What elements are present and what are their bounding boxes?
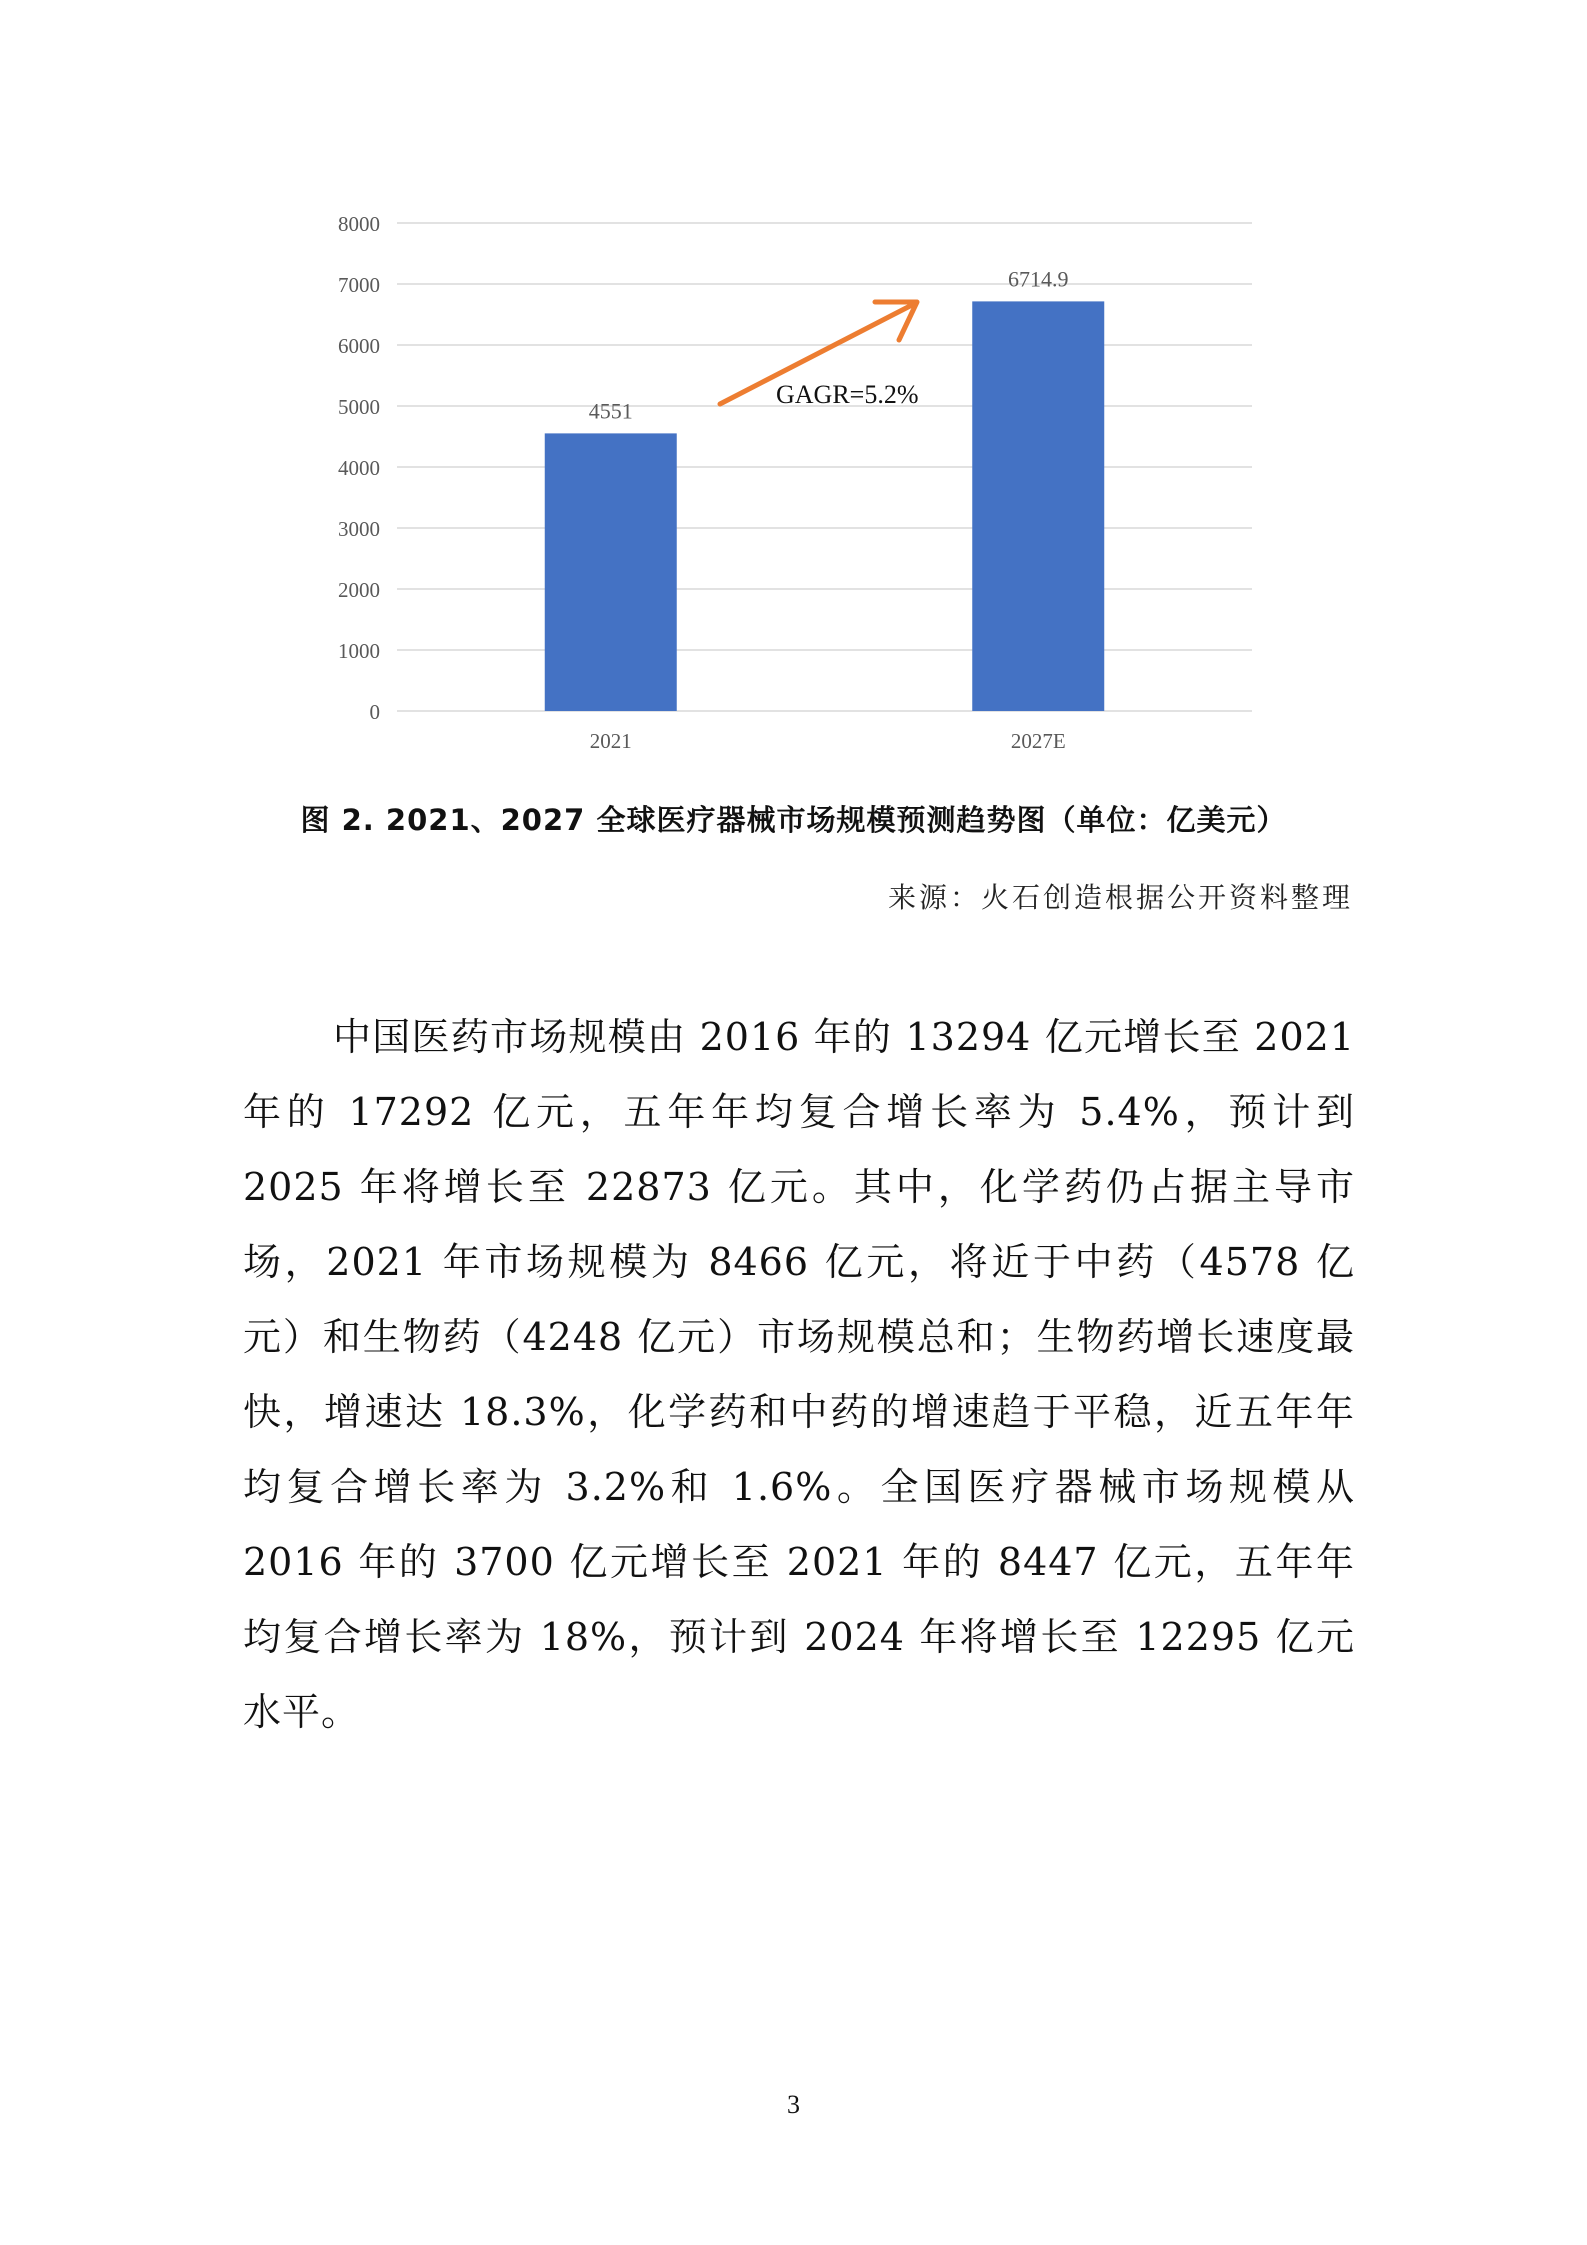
cagr-label: GAGR=5.2%: [776, 380, 919, 409]
y-tick-label: 6000: [338, 334, 380, 358]
y-tick-label: 8000: [338, 212, 380, 236]
y-tick-label: 3000: [338, 517, 380, 541]
market-size-bar-chart: [0, 0, 1587, 780]
y-axis-ticks: [338, 212, 380, 724]
chart-gridlines: [397, 223, 1252, 711]
body-paragraph: 中国医药市场规模由 2016 年的 13294 亿元增长至 2021 年的 17292 亿元，五年年均复合增长率为 5.4%，预计到 2025 年将增长至 22873 亿元。其中，化学药仍占据主导市场，2021 年市场规模为 8466 亿元，将近于中药（4578 亿元）和生物药（4248 亿元）市场规模总和；生物药增长速度最快，增速达 18.3%，化学药和中药的增速趋于平稳，近五年年均复合增长率为 3.2%和 1.6%。全国医疗器械市场规模从 2016 年的 3700 亿元增长至 2021 年的 8447 亿元，五年年均复合增长率为 18%，预计到 2024 年将增长至 12295 亿元水平。: [243, 1015, 1355, 1734]
bar: [545, 433, 677, 711]
growth-annotation: [720, 302, 919, 409]
y-tick-label: 1000: [338, 639, 380, 663]
figure-source: 来源：火石创造根据公开资料整理: [887, 881, 1353, 914]
bar-value-label: 4551: [588, 398, 633, 424]
y-tick-label: 7000: [338, 273, 380, 297]
x-tick-label: 2021: [589, 729, 632, 753]
figure-caption: 图 2. 2021、2027 全球医疗器械市场规模预测趋势图（单位：亿美元）: [300, 803, 1287, 837]
y-tick-label: 2000: [338, 578, 380, 602]
bar: [972, 301, 1104, 711]
page-number: 3: [787, 2090, 800, 2119]
x-tick-label: 2027E: [1010, 729, 1066, 753]
y-tick-label: 4000: [338, 456, 380, 480]
bar-value-label: 6714.9: [1008, 266, 1069, 292]
y-tick-label: 5000: [338, 395, 380, 419]
y-tick-label: 0: [369, 700, 380, 724]
x-axis-labels: [590, 729, 1066, 753]
